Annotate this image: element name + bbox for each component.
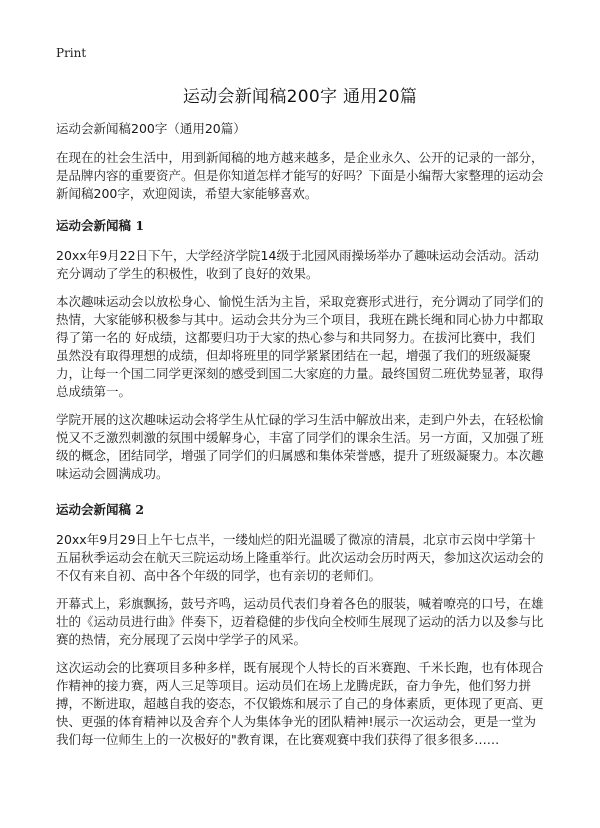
section-heading: 运动会新闻稿 2 — [56, 502, 145, 517]
section-paragraph: 20xx年9月29日上午七点半，一缕灿烂的阳光温暖了微凉的清晨，北京市云岗中学第十五届秋季运动会在航天三院运动场上隆重举行。此次运动会历时两天，参加这次运动会的不仅有来自初、高中各个年级的同学，也有亲切的老师们。 — [56, 532, 544, 583]
intro-paragraph: 在现在的社会生活中，用到新闻稿的地方越来越多，是企业永久、公开的记录的一部分，是品牌内容的重要资产。但是你知道怎样才能写的好吗？下面是小编帮大家整理的运动会新闻稿200字，欢迎阅读，希望大家能够喜欢。 — [56, 150, 544, 201]
section-paragraph: 20xx年9月22日下午，大学经济学院14级于北园风雨操场举办了趣味运动会活动。活动充分调动了学生的积极性，收到了良好的效果。 — [56, 248, 539, 281]
section-2 — [56, 501, 544, 749]
section-1 — [56, 217, 544, 483]
document-body — [56, 120, 544, 759]
section-paragraph: 这次运动会的比赛项目多种多样，既有展现个人特长的百米赛跑、千米长跑，也有体现合作精神的接力赛，两人三足等项目。运动员们在场上龙腾虎跃，奋力争先，他们努力拼搏，不断进取，超越自我的姿态，不仅锻炼和展示了自己的身体素质，更体现了更高、更快、更强的体育精神以及舍弃个人为集体争光的团队精神!展示一次运动会，更是一堂为我们每一位师生上的一次极好的"教育课，在比赛观赛中我们获得了很多很多…… — [56, 660, 544, 747]
section-paragraph: 开幕式上，彩旗飘扬，鼓号齐鸣，运动员代表们身着各色的服装，喊着嘹亮的口号，在雄壮的《运动员进行曲》伴奏下，迈着稳健的步伐向全校师生展现了运动的活力以及参与比赛的热情，充分展现了云岗中学学子的风采。 — [56, 596, 544, 647]
section-heading: 运动会新闻稿 1 — [56, 218, 145, 233]
document-title: 运动会新闻稿200字 通用20篇 — [182, 87, 418, 107]
document-subtitle: 运动会新闻稿200字（通用20篇） — [56, 121, 246, 136]
section-paragraph: 本次趣味运动会以放松身心、愉悦生活为主旨，采取竞赛形式进行，充分调动了同学们的热情，大家能够积极参与其中。运动会共分为三个项目，我班在跳长绳和同心协力中都取得了第一名的 好成绩，这都要归功于大家的热心参与和共同努力。在拔河比赛中，我们虽然没有取得理想的成绩，但却将班里的同学紧紧团结在一起，增强了我们的班级凝聚力，让每一个国二同学更深刻的感受到国二大家庭的力量。最终国贸二班优势显著，取得总成绩第一。 — [56, 294, 544, 399]
print-label: Print — [56, 46, 87, 60]
section-paragraph: 学院开展的这次趣味运动会将学生从忙碌的学习生活中解放出来，走到户外去，在轻松愉悦又不乏激烈刺激的氛围中缓解身心，丰富了同学们的课余生活。另一方面，又加强了班级的概念，团结同学，增强了同学们的归属感和集体荣誉感，提升了班级凝聚力。本次趣味运动会圆满成功。 — [56, 412, 544, 481]
